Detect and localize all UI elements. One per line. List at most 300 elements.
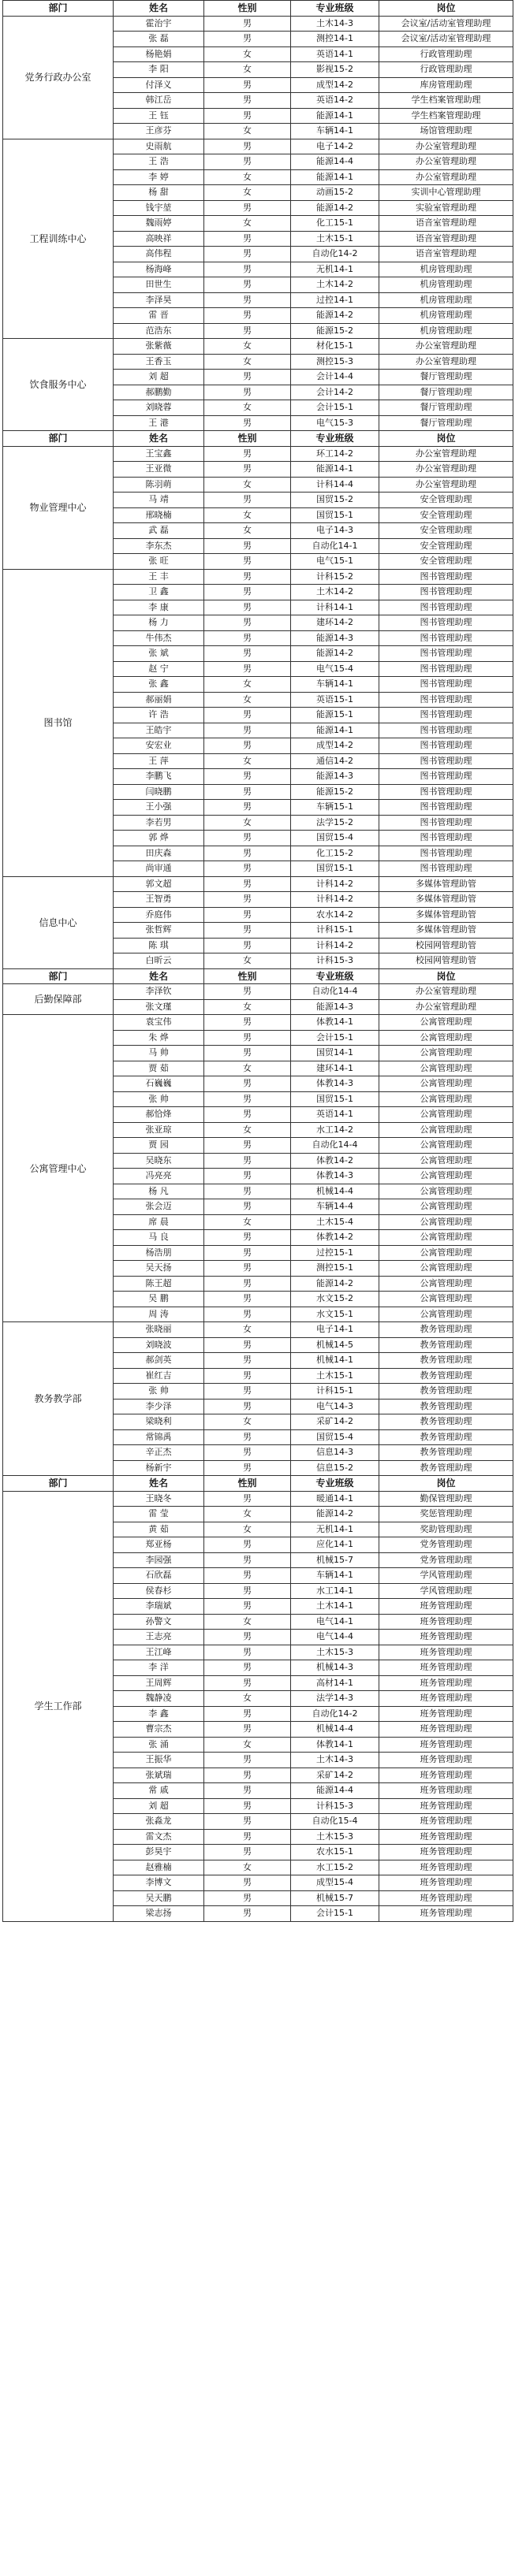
gender: 男 — [204, 139, 291, 154]
student-name: 王 浩 — [114, 154, 204, 170]
major-class: 信息15-2 — [291, 1460, 379, 1476]
student-name: 杨新宇 — [114, 1460, 204, 1476]
student-name: 郭文超 — [114, 876, 204, 892]
gender: 男 — [204, 1583, 291, 1599]
position: 班务管理助理 — [379, 1645, 513, 1660]
position: 奖助管理助理 — [379, 1522, 513, 1537]
major-class: 体教14-3 — [291, 1076, 379, 1092]
position: 教务管理助理 — [379, 1337, 513, 1353]
position: 勤保管理助理 — [379, 1491, 513, 1507]
position: 机房管理助理 — [379, 323, 513, 339]
position: 语音室管理助理 — [379, 231, 513, 247]
gender: 女 — [204, 1214, 291, 1230]
major-class: 成型14-2 — [291, 738, 379, 754]
major-class: 能源14-4 — [291, 1783, 379, 1799]
position: 公寓管理助理 — [379, 1184, 513, 1199]
major-class: 计科14-1 — [291, 600, 379, 615]
gender: 男 — [204, 385, 291, 400]
position: 公寓管理助理 — [379, 1276, 513, 1292]
gender: 女 — [204, 477, 291, 493]
student-name: 范浩东 — [114, 323, 204, 339]
gender: 男 — [204, 907, 291, 923]
gender: 男 — [204, 923, 291, 939]
gender: 男 — [204, 1537, 291, 1553]
student-name: 张亚琼 — [114, 1122, 204, 1138]
department-cell: 物业管理中心 — [3, 446, 114, 569]
position: 图书管理助理 — [379, 646, 513, 662]
major-class: 环工14-2 — [291, 446, 379, 462]
student-name: 侯春杉 — [114, 1583, 204, 1599]
position: 公寓管理助理 — [379, 1091, 513, 1107]
gender: 男 — [204, 493, 291, 508]
major-class: 机械14-4 — [291, 1184, 379, 1199]
major-class: 机械14-5 — [291, 1337, 379, 1353]
student-name: 李东杰 — [114, 538, 204, 554]
student-name: 袁宝伟 — [114, 1015, 204, 1031]
department-cell: 工程训练中心 — [3, 139, 114, 339]
gender: 女 — [204, 124, 291, 139]
position: 语音室管理助理 — [379, 216, 513, 232]
position: 公寓管理助理 — [379, 1107, 513, 1123]
position: 语音室管理助理 — [379, 247, 513, 262]
position: 班务管理助理 — [379, 1706, 513, 1722]
major-class: 过控14-1 — [291, 292, 379, 308]
student-name: 李 洋 — [114, 1660, 204, 1676]
gender: 女 — [204, 507, 291, 523]
gender: 男 — [204, 1814, 291, 1830]
position: 图书管理助理 — [379, 831, 513, 846]
position: 班务管理助理 — [379, 1845, 513, 1860]
gender: 男 — [204, 1429, 291, 1445]
position: 班务管理助理 — [379, 1860, 513, 1875]
major-class: 计科14-2 — [291, 876, 379, 892]
position: 图书管理助理 — [379, 708, 513, 723]
position: 图书管理助理 — [379, 585, 513, 600]
gender: 男 — [204, 892, 291, 908]
student-name: 张 斌 — [114, 646, 204, 662]
gender: 男 — [204, 800, 291, 816]
gender: 男 — [204, 1337, 291, 1353]
student-name: 王亚微 — [114, 462, 204, 478]
position: 办公室管理助理 — [379, 169, 513, 185]
table-row — [3, 139, 513, 154]
position: 班务管理助理 — [379, 1675, 513, 1691]
student-name: 吴天鹏 — [114, 1890, 204, 1906]
major-class: 自动化15-4 — [291, 1814, 379, 1830]
position: 公寓管理助理 — [379, 1153, 513, 1169]
position: 机房管理助理 — [379, 292, 513, 308]
student-name: 吴晓东 — [114, 1153, 204, 1169]
gender: 男 — [204, 646, 291, 662]
major-class: 采矿14-2 — [291, 1414, 379, 1430]
gender: 男 — [204, 1798, 291, 1814]
major-class: 电子14-1 — [291, 1322, 379, 1338]
student-name: 吴 鹏 — [114, 1292, 204, 1307]
position: 教务管理助理 — [379, 1353, 513, 1369]
major-class: 无机14-1 — [291, 262, 379, 277]
major-class: 体教14-2 — [291, 1230, 379, 1246]
table-row — [3, 1491, 513, 1507]
student-name: 张会迈 — [114, 1199, 204, 1215]
header-name: 姓名 — [114, 1, 204, 17]
header-dept: 部门 — [3, 968, 114, 984]
position: 公寓管理助理 — [379, 1122, 513, 1138]
position: 行政管理助理 — [379, 62, 513, 78]
position: 多媒体管理助管 — [379, 876, 513, 892]
student-name: 杨 凡 — [114, 1184, 204, 1199]
header-gender: 性别 — [204, 431, 291, 447]
gender: 男 — [204, 1076, 291, 1092]
gender: 女 — [204, 400, 291, 416]
gender: 男 — [204, 446, 291, 462]
position: 图书管理助理 — [379, 769, 513, 785]
gender: 男 — [204, 462, 291, 478]
major-class: 国贸15-2 — [291, 493, 379, 508]
gender: 男 — [204, 554, 291, 570]
gender: 男 — [204, 1645, 291, 1660]
major-class: 无机14-1 — [291, 1522, 379, 1537]
student-name: 李园强 — [114, 1552, 204, 1568]
major-class: 国贸15-4 — [291, 1429, 379, 1445]
position: 多媒体管理助管 — [379, 907, 513, 923]
major-class: 国贸14-1 — [291, 1046, 379, 1061]
major-class: 体教14-2 — [291, 1153, 379, 1169]
position: 班务管理助理 — [379, 1814, 513, 1830]
major-class: 电气14-4 — [291, 1630, 379, 1645]
student-name: 郝鹏勤 — [114, 385, 204, 400]
major-class: 体教14-1 — [291, 1737, 379, 1753]
student-name: 刘 超 — [114, 370, 204, 385]
major-class: 建环14-2 — [291, 615, 379, 631]
gender: 男 — [204, 861, 291, 877]
student-name: 王香玉 — [114, 354, 204, 370]
major-class: 英语14-2 — [291, 93, 379, 109]
position: 公寓管理助理 — [379, 1230, 513, 1246]
student-name: 李泽昊 — [114, 292, 204, 308]
major-class: 计科15-2 — [291, 569, 379, 585]
gender: 男 — [204, 1722, 291, 1738]
gender: 男 — [204, 1599, 291, 1615]
student-name: 马 良 — [114, 1230, 204, 1246]
student-name: 霍治宇 — [114, 16, 204, 32]
gender: 男 — [204, 1046, 291, 1061]
position: 机房管理助理 — [379, 308, 513, 324]
major-class: 机械14-4 — [291, 1722, 379, 1738]
student-name: 王 萍 — [114, 753, 204, 769]
student-name: 李博文 — [114, 1875, 204, 1891]
gender: 男 — [204, 108, 291, 124]
position: 党务管理助理 — [379, 1537, 513, 1553]
major-class: 自动化14-2 — [291, 247, 379, 262]
major-class: 计科14-2 — [291, 938, 379, 953]
table-row — [3, 339, 513, 355]
position: 图书管理助理 — [379, 615, 513, 631]
position: 办公室管理助理 — [379, 354, 513, 370]
gender: 女 — [204, 815, 291, 831]
department-cell: 后勤保障部 — [3, 984, 114, 1015]
header-row — [3, 1, 513, 17]
major-class: 建环14-1 — [291, 1061, 379, 1076]
student-name: 高伟程 — [114, 247, 204, 262]
student-name: 朱 烨 — [114, 1030, 204, 1046]
student-name: 尚审通 — [114, 861, 204, 877]
student-name: 郝恰烽 — [114, 1107, 204, 1123]
position: 实训中心管理助理 — [379, 185, 513, 201]
gender: 女 — [204, 1061, 291, 1076]
position: 班务管理助理 — [379, 1630, 513, 1645]
position: 公寓管理助理 — [379, 1261, 513, 1277]
position: 图书管理助理 — [379, 861, 513, 877]
position: 图书管理助理 — [379, 800, 513, 816]
student-name: 马 帅 — [114, 1046, 204, 1061]
gender: 男 — [204, 1552, 291, 1568]
major-class: 会计15-1 — [291, 1906, 379, 1922]
student-name: 李少泽 — [114, 1399, 204, 1414]
major-class: 自动化14-4 — [291, 984, 379, 1000]
header-gender: 性别 — [204, 968, 291, 984]
major-class: 车辆15-1 — [291, 800, 379, 816]
position: 图书管理助理 — [379, 630, 513, 646]
gender: 男 — [204, 1875, 291, 1891]
header-class: 专业班级 — [291, 431, 379, 447]
student-name: 王 钰 — [114, 108, 204, 124]
student-name: 梁晓利 — [114, 1414, 204, 1430]
gender: 男 — [204, 723, 291, 738]
position: 公寓管理助理 — [379, 1292, 513, 1307]
staff-table-body — [3, 1, 513, 1922]
position: 教务管理助理 — [379, 1414, 513, 1430]
student-name: 雷文杰 — [114, 1829, 204, 1845]
gender: 男 — [204, 32, 291, 47]
student-name: 陈 琪 — [114, 938, 204, 953]
student-name: 郭 烨 — [114, 831, 204, 846]
gender: 女 — [204, 692, 291, 708]
position: 教务管理助理 — [379, 1460, 513, 1476]
student-name: 张 帅 — [114, 1384, 204, 1400]
student-name: 牛伟杰 — [114, 630, 204, 646]
major-class: 材化15-1 — [291, 339, 379, 355]
position: 公寓管理助理 — [379, 1307, 513, 1322]
position: 图书管理助理 — [379, 692, 513, 708]
header-dept: 部门 — [3, 1476, 114, 1492]
student-name: 许 浩 — [114, 708, 204, 723]
table-row — [3, 569, 513, 585]
position: 安全管理助理 — [379, 554, 513, 570]
gender: 男 — [204, 1399, 291, 1414]
major-class: 土木14-1 — [291, 1599, 379, 1615]
gender: 男 — [204, 538, 291, 554]
gender: 男 — [204, 370, 291, 385]
student-name: 李若男 — [114, 815, 204, 831]
student-name: 杨 甜 — [114, 185, 204, 201]
position: 党务管理助理 — [379, 1552, 513, 1568]
major-class: 国贸15-4 — [291, 831, 379, 846]
position: 班务管理助理 — [379, 1829, 513, 1845]
major-class: 能源14-2 — [291, 1507, 379, 1522]
major-class: 通信14-2 — [291, 753, 379, 769]
major-class: 英语15-1 — [291, 692, 379, 708]
student-name: 赵 宁 — [114, 661, 204, 677]
major-class: 自动化14-2 — [291, 1706, 379, 1722]
header-row — [3, 968, 513, 984]
position: 班务管理助理 — [379, 1753, 513, 1768]
position: 班务管理助理 — [379, 1660, 513, 1676]
major-class: 信息14-3 — [291, 1445, 379, 1461]
student-name: 雷 晋 — [114, 308, 204, 324]
position: 图书管理助理 — [379, 753, 513, 769]
position: 图书管理助理 — [379, 815, 513, 831]
student-name: 贾 茹 — [114, 1061, 204, 1076]
major-class: 能源14-1 — [291, 169, 379, 185]
gender: 女 — [204, 1322, 291, 1338]
student-name: 钱宇堃 — [114, 200, 204, 216]
major-class: 土木15-4 — [291, 1214, 379, 1230]
position: 教务管理助理 — [379, 1384, 513, 1400]
major-class: 成型15-4 — [291, 1875, 379, 1891]
position: 教务管理助理 — [379, 1445, 513, 1461]
major-class: 过控15-1 — [291, 1245, 379, 1261]
student-name: 陈王超 — [114, 1276, 204, 1292]
gender: 男 — [204, 200, 291, 216]
student-name: 彭昊宇 — [114, 1845, 204, 1860]
student-name: 贾 园 — [114, 1138, 204, 1154]
position: 班务管理助理 — [379, 1798, 513, 1814]
position: 办公室管理助理 — [379, 139, 513, 154]
gender: 男 — [204, 1568, 291, 1584]
gender: 女 — [204, 523, 291, 539]
gender: 男 — [204, 308, 291, 324]
student-name: 张 旺 — [114, 554, 204, 570]
major-class: 能源14-3 — [291, 769, 379, 785]
major-class: 机械14-3 — [291, 1660, 379, 1676]
position: 公寓管理助理 — [379, 1015, 513, 1031]
position: 教务管理助理 — [379, 1322, 513, 1338]
major-class: 农水15-1 — [291, 1845, 379, 1860]
major-class: 动画15-2 — [291, 185, 379, 201]
position: 学风管理助理 — [379, 1583, 513, 1599]
student-name: 石巍巍 — [114, 1076, 204, 1092]
position: 校园网管理助管 — [379, 953, 513, 969]
student-name: 张淼龙 — [114, 1814, 204, 1830]
student-name: 闫晓鹏 — [114, 784, 204, 800]
student-name: 席 晨 — [114, 1214, 204, 1230]
major-class: 能源15-2 — [291, 784, 379, 800]
major-class: 农水14-2 — [291, 907, 379, 923]
major-class: 车辆14-1 — [291, 677, 379, 693]
major-class: 土木14-3 — [291, 1753, 379, 1768]
position: 会议室/活动室管理助理 — [379, 16, 513, 32]
gender: 男 — [204, 1091, 291, 1107]
gender: 女 — [204, 46, 291, 62]
major-class: 水文15-2 — [291, 1292, 379, 1307]
position: 餐厅管理助理 — [379, 370, 513, 385]
student-name: 赵雅楠 — [114, 1860, 204, 1875]
major-class: 能源14-2 — [291, 200, 379, 216]
major-class: 能源14-2 — [291, 646, 379, 662]
table-row — [3, 16, 513, 32]
gender: 男 — [204, 769, 291, 785]
gender: 男 — [204, 1353, 291, 1369]
major-class: 能源15-1 — [291, 708, 379, 723]
major-class: 国贸15-1 — [291, 861, 379, 877]
major-class: 化工15-1 — [291, 216, 379, 232]
student-name: 张 鑫 — [114, 677, 204, 693]
department-cell: 信息中心 — [3, 876, 114, 968]
gender: 男 — [204, 1753, 291, 1768]
gender: 男 — [204, 1307, 291, 1322]
major-class: 会计14-2 — [291, 385, 379, 400]
student-name: 王晓冬 — [114, 1491, 204, 1507]
department-cell: 图书馆 — [3, 569, 114, 876]
gender: 男 — [204, 415, 291, 431]
position: 图书管理助理 — [379, 738, 513, 754]
header-position: 岗位 — [379, 431, 513, 447]
student-name: 卫 鑫 — [114, 585, 204, 600]
gender: 男 — [204, 738, 291, 754]
gender: 女 — [204, 62, 291, 78]
position: 安全管理助理 — [379, 493, 513, 508]
major-class: 土木15-3 — [291, 1829, 379, 1845]
major-class: 土木15-1 — [291, 1368, 379, 1384]
student-name: 常锦禹 — [114, 1429, 204, 1445]
header-class: 专业班级 — [291, 968, 379, 984]
student-name: 乔庭伟 — [114, 907, 204, 923]
major-class: 化工15-2 — [291, 846, 379, 861]
gender: 女 — [204, 677, 291, 693]
gender: 女 — [204, 1122, 291, 1138]
major-class: 土木15-1 — [291, 231, 379, 247]
position: 校园网管理助管 — [379, 938, 513, 953]
header-dept: 部门 — [3, 1, 114, 17]
gender: 男 — [204, 1491, 291, 1507]
student-name: 张 磊 — [114, 32, 204, 47]
major-class: 计科15-3 — [291, 1798, 379, 1814]
major-class: 能源14-1 — [291, 108, 379, 124]
table-row — [3, 446, 513, 462]
gender: 男 — [204, 1890, 291, 1906]
student-name: 陈羽萌 — [114, 477, 204, 493]
gender: 男 — [204, 876, 291, 892]
major-class: 机械15-7 — [291, 1552, 379, 1568]
student-name: 王 港 — [114, 415, 204, 431]
position: 班务管理助理 — [379, 1890, 513, 1906]
student-name: 李泽钦 — [114, 984, 204, 1000]
position: 公寓管理助理 — [379, 1076, 513, 1092]
gender: 女 — [204, 354, 291, 370]
position: 公寓管理助理 — [379, 1214, 513, 1230]
major-class: 土木14-2 — [291, 277, 379, 293]
major-class: 英语14-1 — [291, 46, 379, 62]
student-name: 史雨航 — [114, 139, 204, 154]
header-position: 岗位 — [379, 1, 513, 17]
student-name: 魏雨婷 — [114, 216, 204, 232]
student-name: 田庆森 — [114, 846, 204, 861]
major-class: 能源14-1 — [291, 462, 379, 478]
student-name: 杨浩朋 — [114, 1245, 204, 1261]
gender: 女 — [204, 1414, 291, 1430]
student-name: 王智勇 — [114, 892, 204, 908]
student-name: 张紫薇 — [114, 339, 204, 355]
student-name: 辛正杰 — [114, 1445, 204, 1461]
major-class: 电子14-2 — [291, 139, 379, 154]
position: 办公室管理助理 — [379, 339, 513, 355]
header-class: 专业班级 — [291, 1476, 379, 1492]
major-class: 计科15-3 — [291, 953, 379, 969]
student-name: 张 涌 — [114, 1737, 204, 1753]
major-class: 计科15-1 — [291, 923, 379, 939]
gender: 男 — [204, 154, 291, 170]
gender: 男 — [204, 984, 291, 1000]
